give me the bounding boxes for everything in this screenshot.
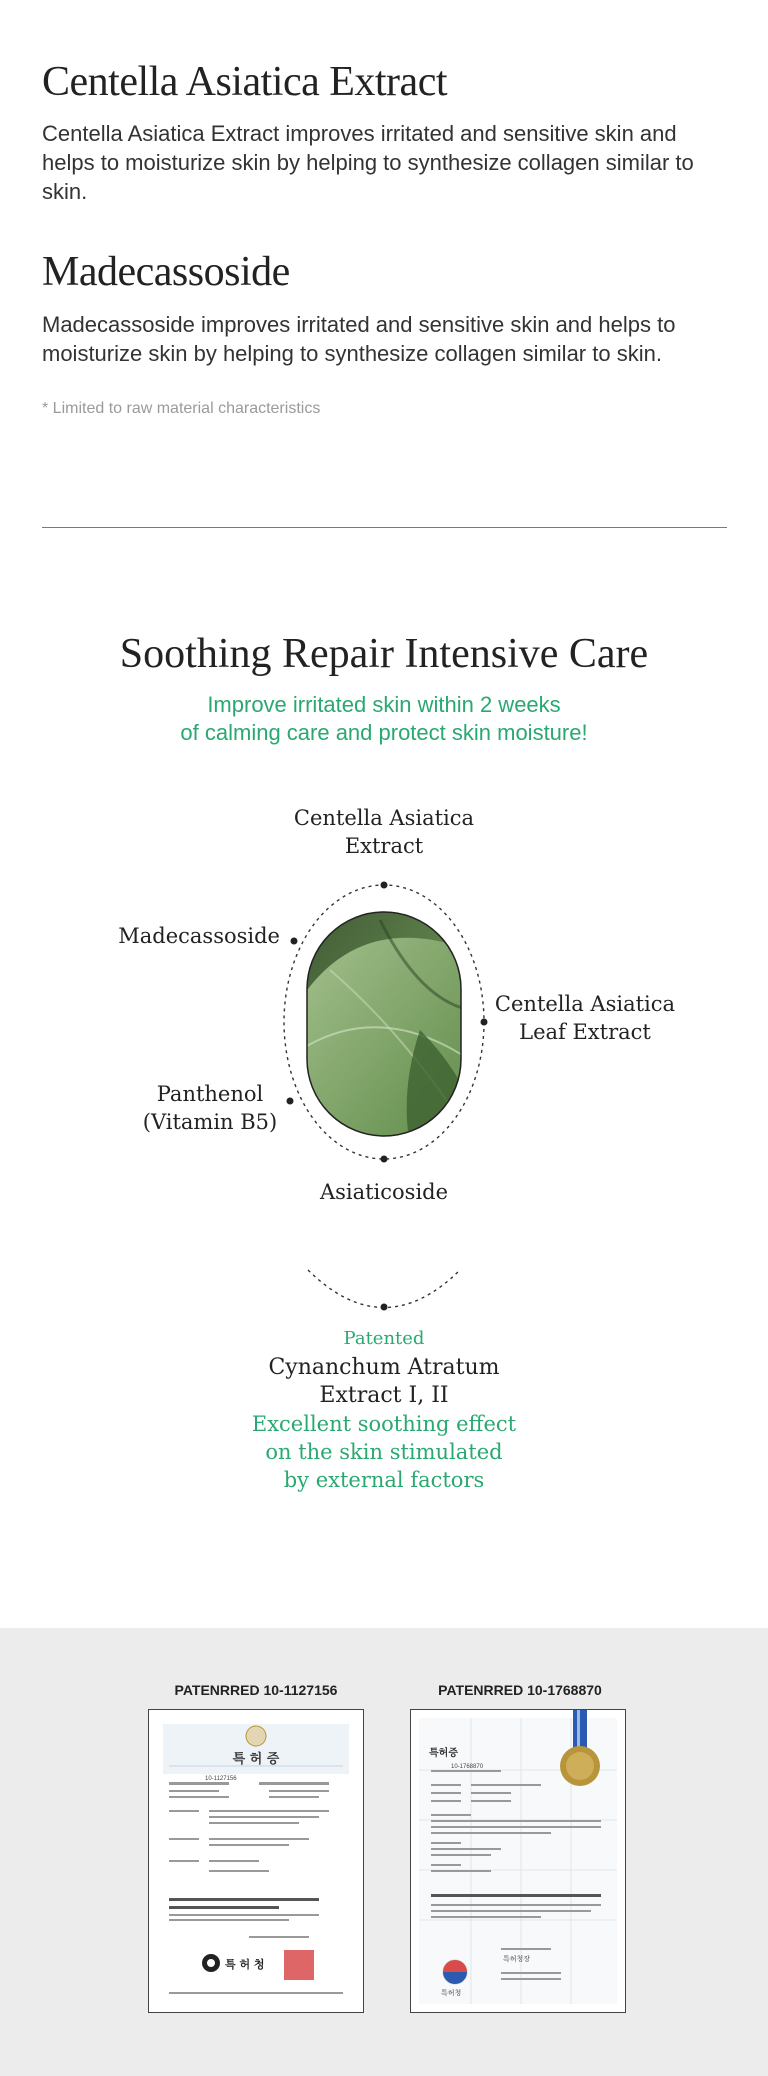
label-panthenol-line2: (Vitamin B5) (142, 1110, 278, 1134)
patent-effect (0, 1410, 768, 1494)
patent-badge: Patented (343, 1328, 425, 1349)
patent-name-line2: Extract I, II (319, 1383, 449, 1408)
certificate-2 (410, 1709, 626, 2013)
certificates-section (0, 1628, 768, 2076)
label-madecassoside: Madecassoside (118, 924, 280, 948)
care-subtitle-line2: of calming care and protect skin moisture! (180, 720, 588, 745)
patent-effect-line3: by external factors (283, 1468, 485, 1492)
dot-top (381, 882, 388, 889)
diagram-graphic (0, 800, 768, 1320)
label-centella-leaf-line2: Leaf Extract (519, 1020, 651, 1044)
ingredient-title-madecassoside: Madecassoside (42, 249, 290, 295)
certificate-1 (148, 1709, 364, 2013)
certificate-1-footer: 특 허 청 (225, 1958, 265, 1971)
ingredient-desc-centella: Centella Asiatica Extract improves irritated and sensitive skin and helps to moisturize skin by helping to synthesize collagen similar to skin. (42, 121, 694, 204)
dot-left-top (291, 938, 298, 945)
label-centella-leaf (488, 990, 682, 1046)
dot-right (481, 1019, 488, 1026)
certificate-2-number: 10-1768870 (451, 1764, 484, 1770)
label-centella-extract-line1: Centella Asiatica (293, 806, 475, 830)
dashed-arc (308, 1270, 460, 1308)
section-divider (42, 527, 727, 528)
certificate-1-number: 10-1127156 (205, 1776, 237, 1782)
label-centella-leaf-line1: Centella Asiatica (494, 992, 676, 1016)
patent-effect-line1: Excellent soothing effect (251, 1412, 517, 1436)
footnote: * Limited to raw material characteristics (42, 400, 321, 417)
patent-effect-line2: on the skin stimulated (265, 1440, 503, 1464)
certificate-2-issuer: 특허청장 (503, 1955, 531, 1963)
certificate-2-header: 특허증 (429, 1748, 458, 1759)
ingredient-title-centella: Centella Asiatica Extract (42, 59, 447, 105)
label-panthenol (130, 1080, 290, 1136)
certificate-1-header: 특 허 증 (232, 1752, 280, 1767)
care-title: Soothing Repair Intensive Care (119, 631, 649, 677)
ingredient-desc-madecassoside: Madecassoside improves irritated and sensitive skin and helps to moisturize skin by helping to synthesize collagen similar to skin. (42, 312, 676, 366)
certificate-label-1: PATENRRED 10-1127156 (174, 1682, 338, 1698)
label-asiaticoside: Asiaticoside (319, 1180, 449, 1204)
dot-patent (381, 1304, 388, 1311)
ingredient-diagram (0, 800, 768, 1320)
dot-bottom (381, 1156, 388, 1163)
label-centella-extract-line2: Extract (344, 834, 424, 858)
patent-name (0, 1354, 768, 1410)
certificate-1-stamp (284, 1950, 314, 1980)
certificate-2-office: 특허청 (441, 1989, 462, 1997)
label-centella-extract (264, 804, 504, 860)
certificate-label-2: PATENRRED 10-1768870 (438, 1682, 602, 1698)
label-panthenol-line1: Panthenol (156, 1082, 264, 1106)
patent-name-line1: Cynanchum Atratum (268, 1355, 500, 1380)
care-subtitle-line1: Improve irritated skin within 2 weeks (207, 692, 561, 717)
